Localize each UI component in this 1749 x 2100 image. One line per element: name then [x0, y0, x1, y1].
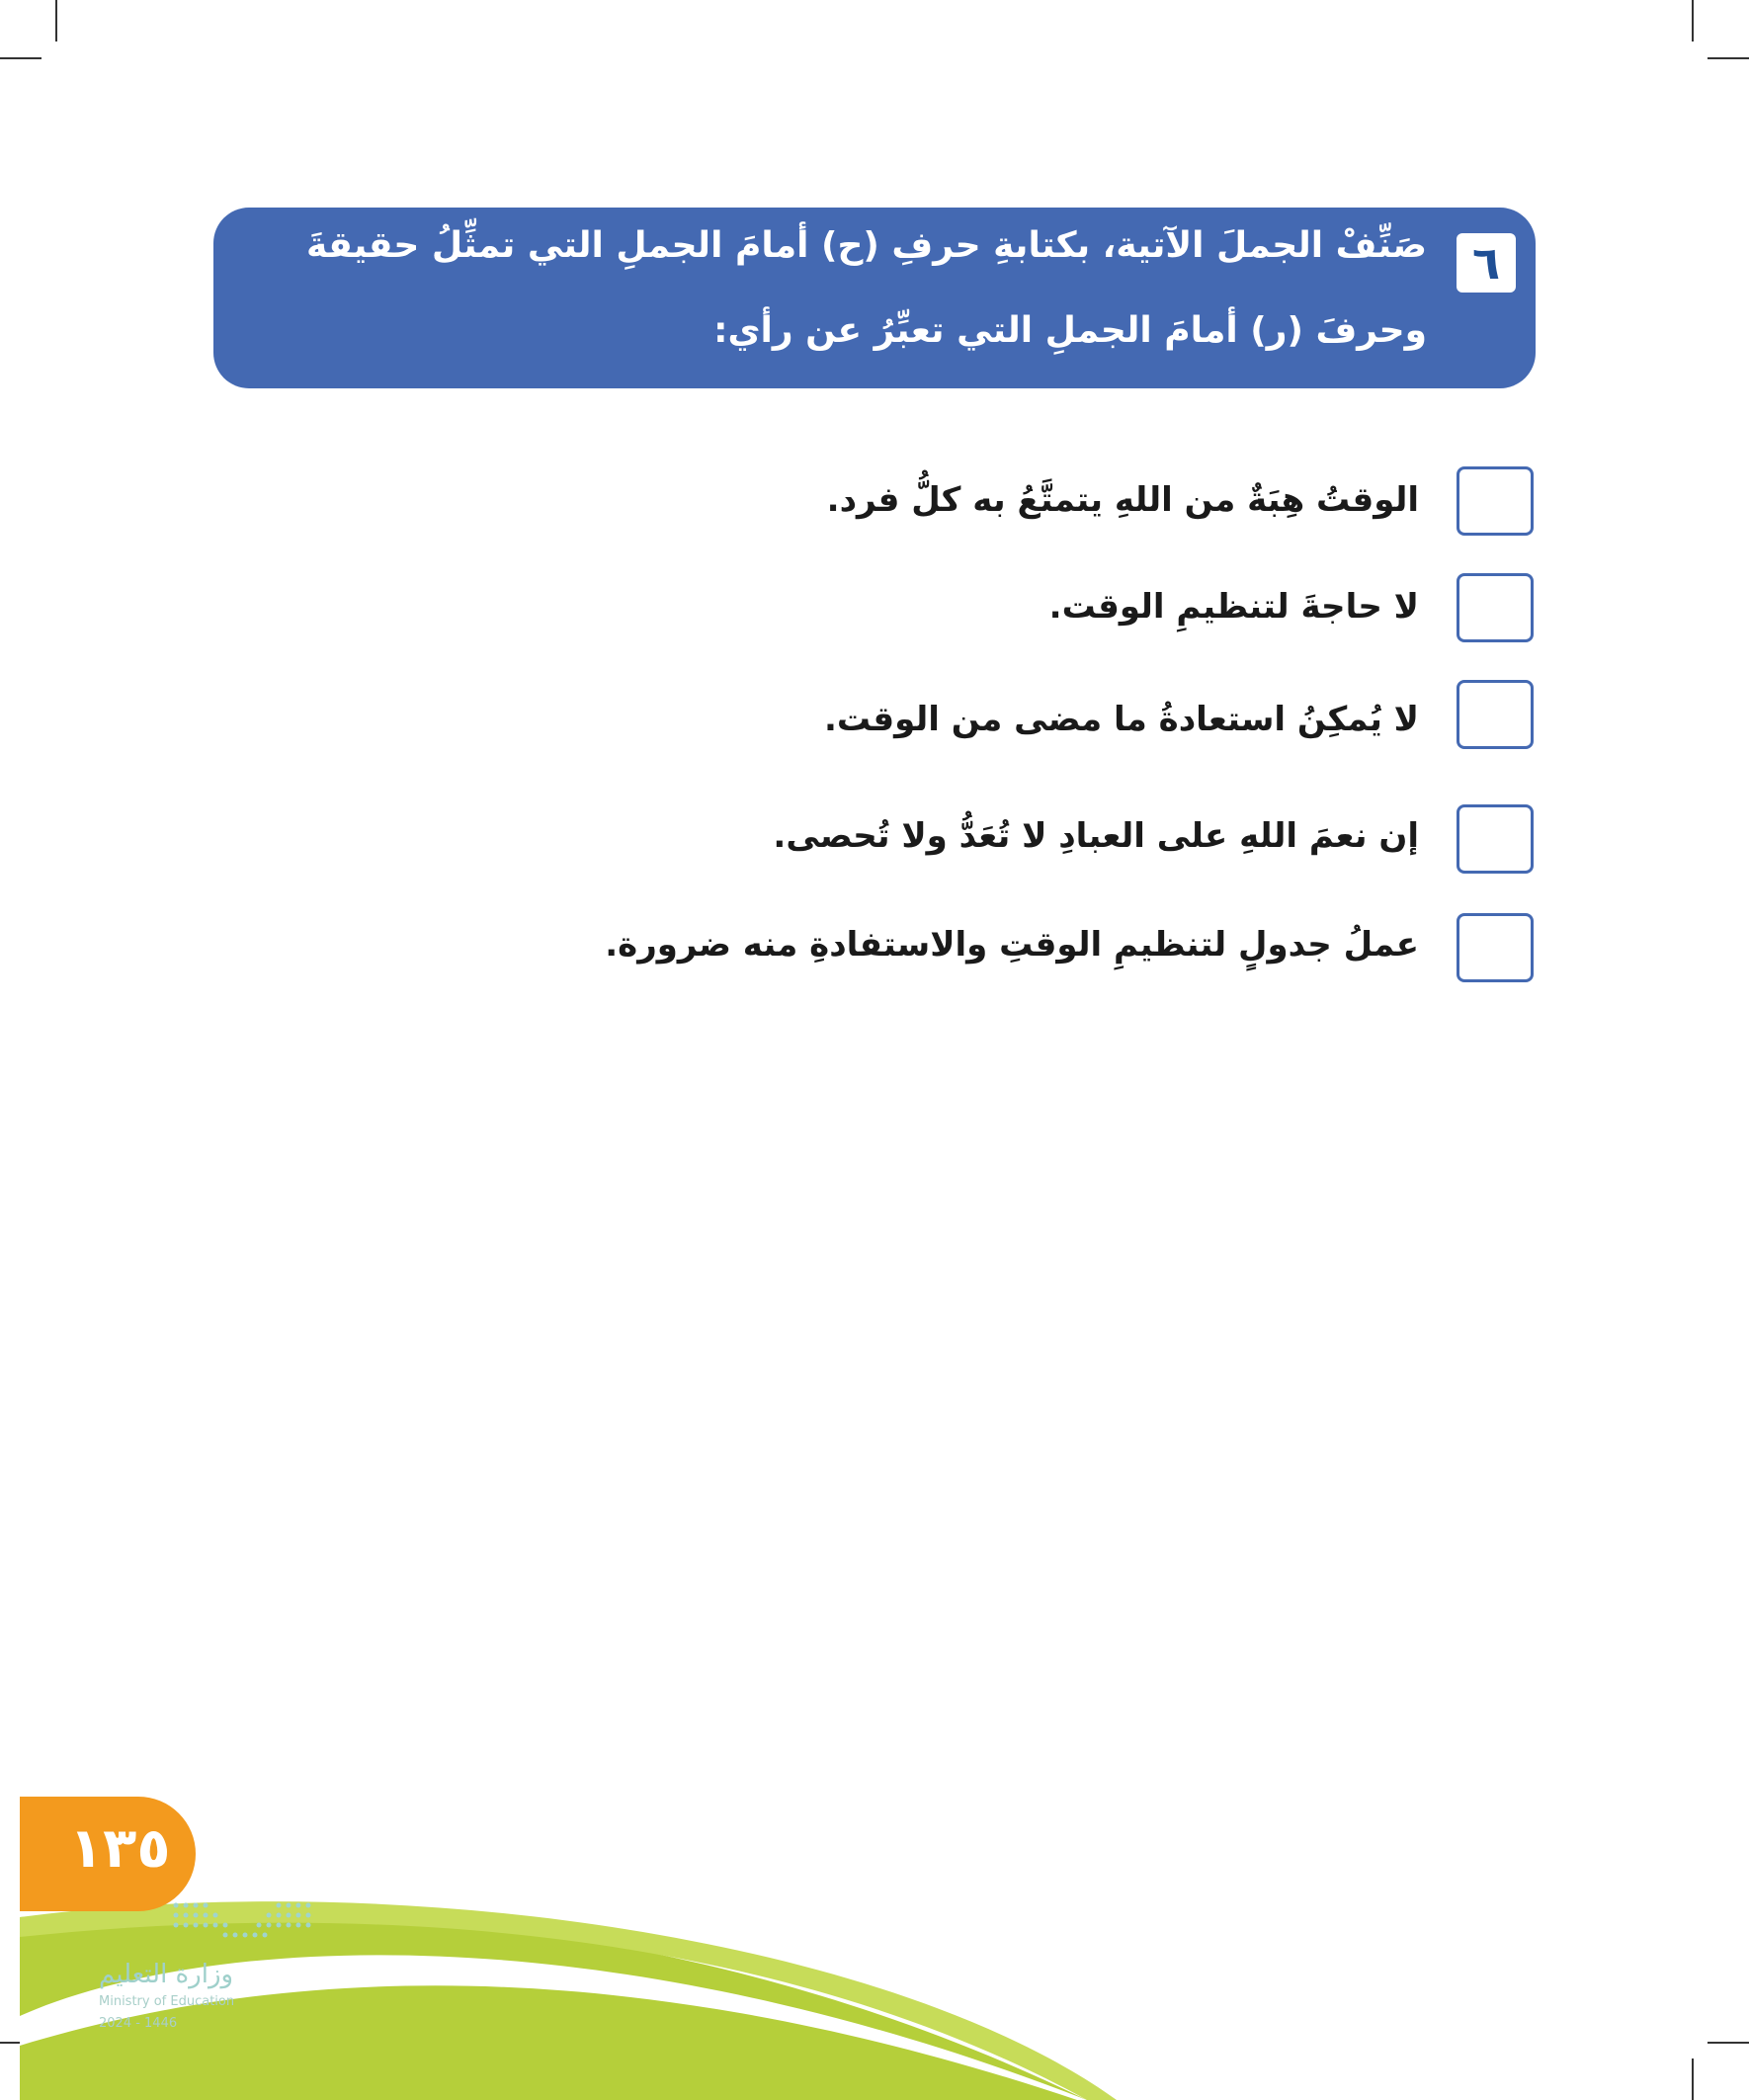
- question-header: [213, 208, 1536, 388]
- statement-5: عملُ جدولٍ لتنظيمِ الوقتِ والاستفادةِ منه ضرورة.: [605, 925, 1419, 965]
- crop-mark: [1692, 0, 1694, 42]
- crop-mark: [55, 0, 57, 42]
- edition-year: 2024 - 1446: [99, 2016, 178, 2031]
- question-number: ٦: [1457, 233, 1516, 293]
- ministry-name-arabic: وزارة التعليم: [99, 1960, 234, 1989]
- statement-4: إن نعمَ اللهِ على العبادِ لا تُعَدُّ ولا تُحصى.: [773, 816, 1419, 856]
- ministry-name-english: Ministry of Education: [99, 1994, 235, 2009]
- question-instruction-line-1: صَنِّفْ الجملَ الآتية، بكتابةِ حرفِ (ح) أمامَ الجملِ التي تمثِّلُ حقيقةَ: [306, 225, 1427, 266]
- answer-box-4[interactable]: [1457, 804, 1534, 874]
- statement-3: لا يُمكِنُ استعادةُ ما مضى من الوقت.: [823, 700, 1419, 739]
- page-number: ١٣٥: [69, 1816, 171, 1881]
- statement-2: لا حاجةَ لتنظيمِ الوقت.: [1048, 587, 1419, 627]
- crop-mark: [0, 57, 42, 59]
- answer-box-3[interactable]: [1457, 680, 1534, 749]
- ministry-logo-icon: [168, 1897, 326, 1947]
- answer-box-1[interactable]: [1457, 466, 1534, 536]
- answer-box-5[interactable]: [1457, 913, 1534, 982]
- crop-mark: [1707, 57, 1749, 59]
- statement-1: الوقتُ هِبَةٌ من اللهِ يتمتَّعُ به كلُّ فرد.: [826, 480, 1419, 520]
- question-instruction-line-2: وحرفَ (ر) أمامَ الجملِ التي تعبِّرُ عن رأي:: [713, 310, 1427, 351]
- answer-box-2[interactable]: [1457, 573, 1534, 642]
